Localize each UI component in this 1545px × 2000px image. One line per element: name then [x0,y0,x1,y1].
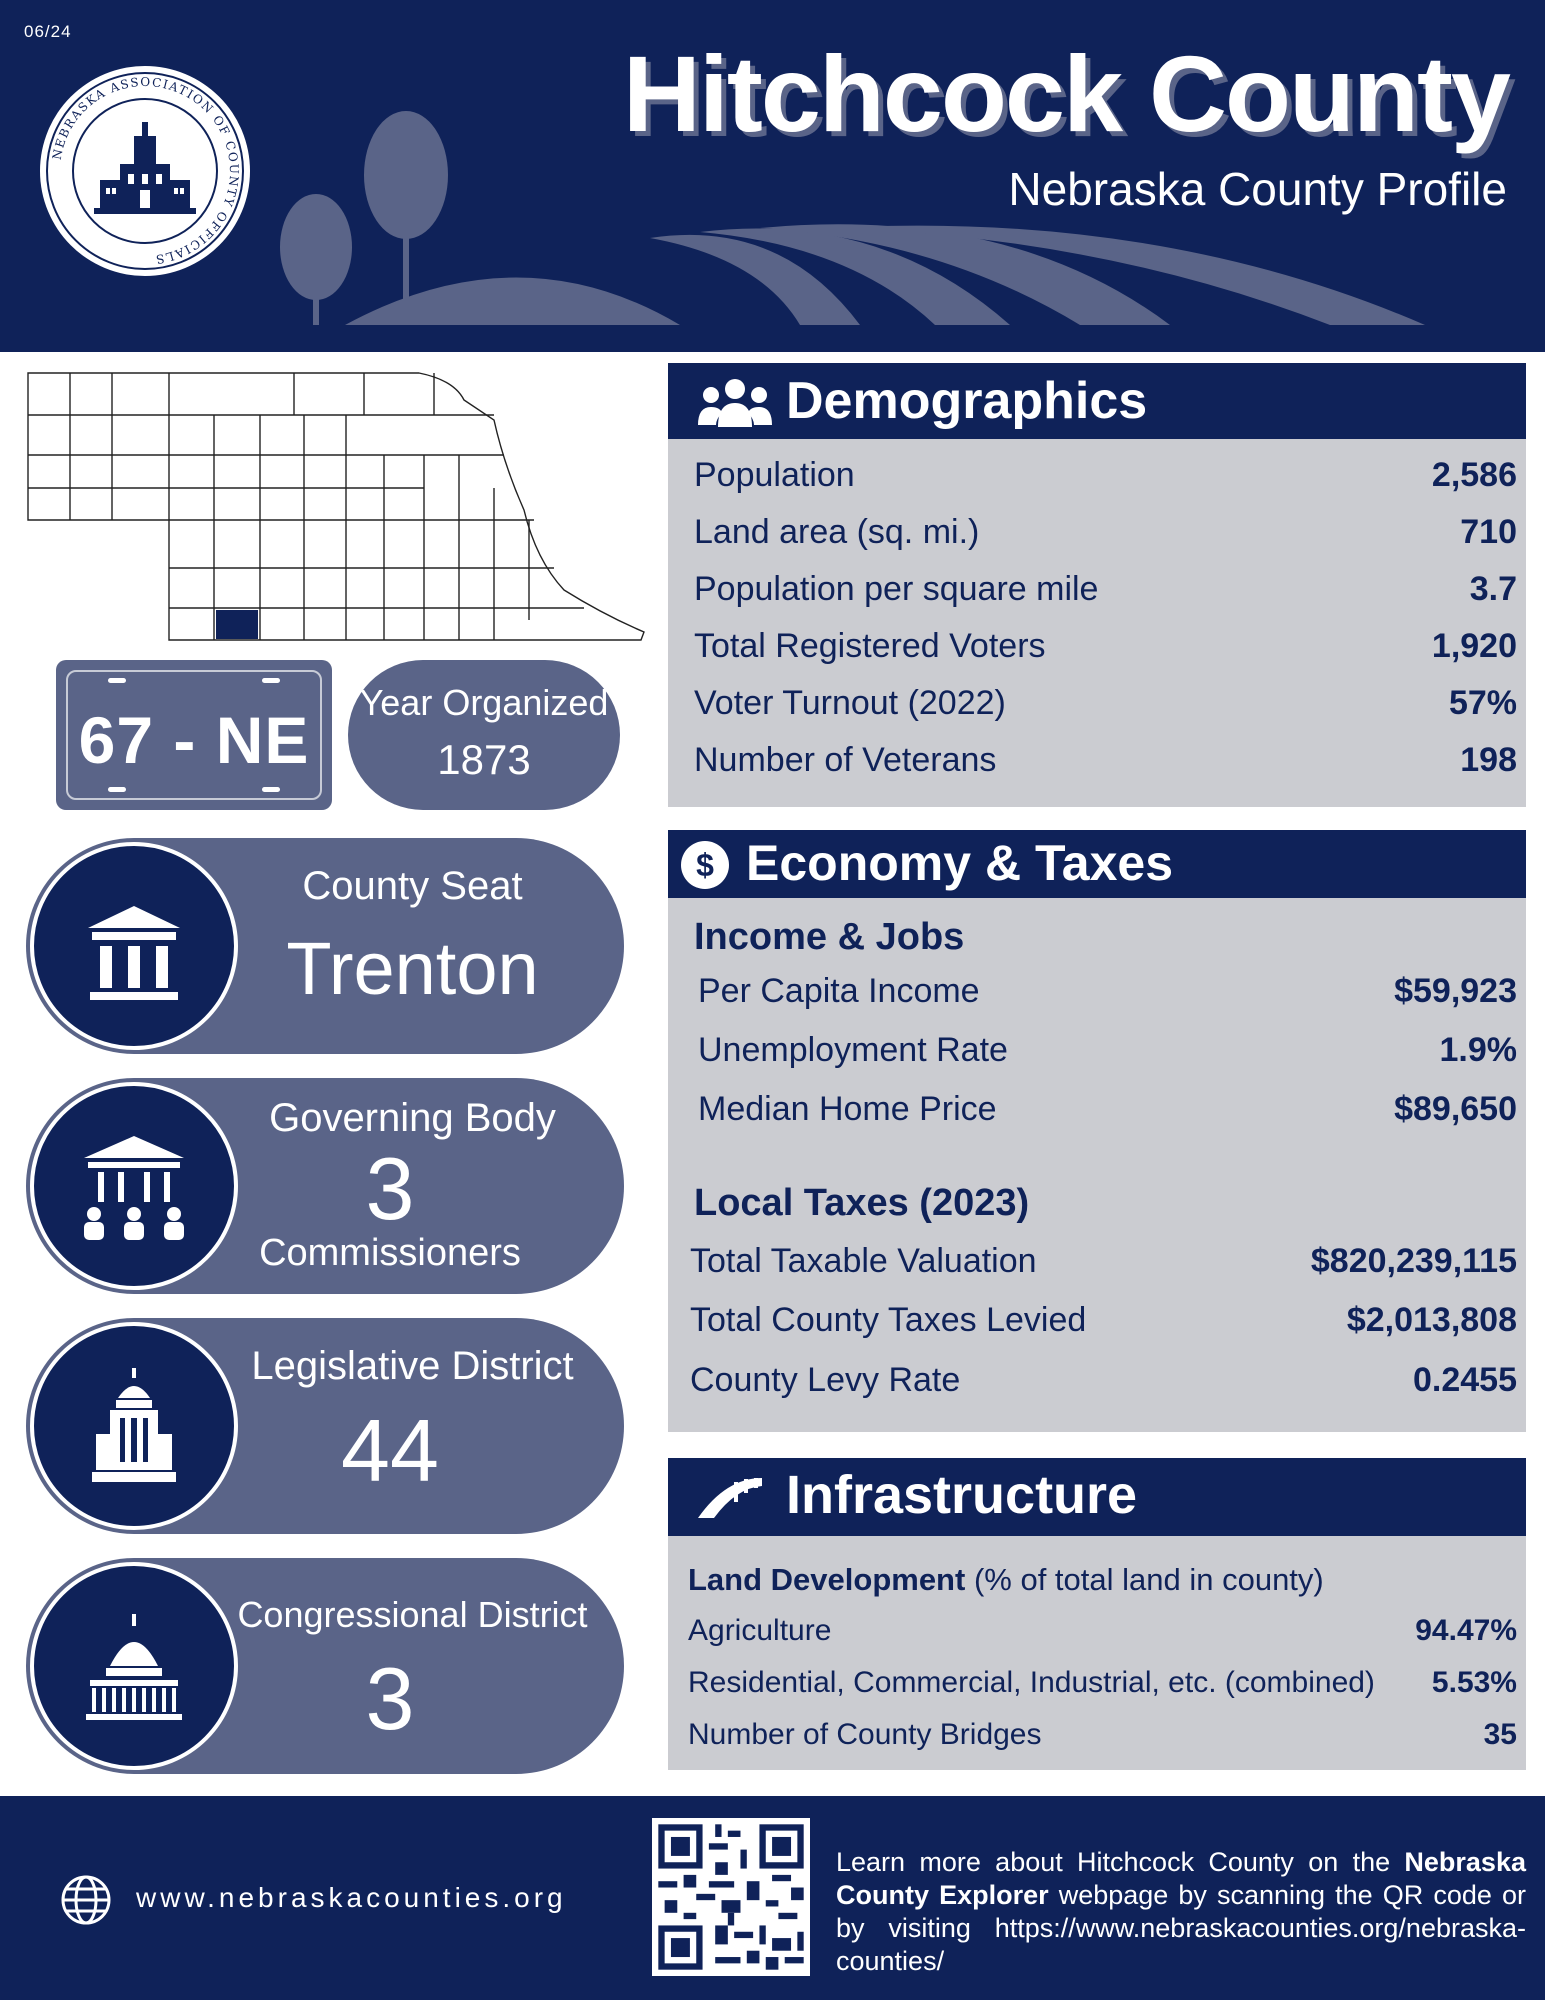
demo-row [694,513,1517,565]
demo-value: 57% [1448,684,1517,722]
county-seat-card [26,838,624,1054]
county-seat-value: Trenton [286,927,539,1010]
infra-value: 5.53% [1431,1666,1517,1699]
income-jobs-heading: Income & Jobs [694,916,965,958]
income-row [698,972,1517,1024]
demo-label: Number of Veterans [694,741,997,779]
year-organized-label: Year Organized [359,682,609,723]
infra-label: Residential, Commercial, Industrial, etc. (combined) [688,1666,1375,1699]
demo-row [694,741,1517,793]
county-seat-label: County Seat [302,864,523,908]
county-explorer-link[interactable]: Nebraska County Explorer [836,1847,1526,1910]
congressional-district-card [26,1558,624,1774]
land-development-title: Land Development [688,1562,966,1597]
tax-label: County Levy Rate [690,1361,961,1399]
legislative-district-card [26,1318,624,1534]
demo-value: 198 [1460,741,1517,779]
tax-row [690,1301,1517,1353]
tax-row [690,1361,1517,1413]
globe-icon [60,1874,112,1926]
demo-label: Voter Turnout (2022) [694,684,1006,722]
demo-label: Land area (sq. mi.) [694,513,980,551]
qr-code[interactable] [652,1818,810,1976]
governing-body-card [26,1078,624,1294]
local-taxes-heading: Local Taxes (2023) [694,1182,1030,1224]
tax-value: 0.2455 [1413,1361,1517,1399]
infrastructure-title: Infrastructure [786,1465,1138,1525]
people-icon [698,377,772,429]
economy-title: Economy & Taxes [746,835,1174,891]
license-plate-badge [56,660,332,810]
demographics-title: Demographics [786,372,1148,430]
nebraska-county-map [24,370,649,645]
governing-body-unit: Commissioners [259,1232,521,1274]
website-link[interactable]: www.nebraskacounties.org [136,1882,567,1913]
header [0,0,1545,352]
land-development-note: (% of total land in county) [973,1562,1324,1597]
demo-label: Population [694,456,855,494]
plate-number: 67 - NE [78,703,310,777]
income-value: 1.9% [1439,1031,1517,1069]
demo-row [694,684,1517,736]
learn-more-prefix: Learn more about Hitchcock County on the [836,1847,1405,1877]
svg-text:$: $ [696,847,714,883]
tax-label: Total Taxable Valuation [690,1242,1037,1280]
svg-text:NEBRASKA ASSOCIATION OF COUNTY: NEBRASKA ASSOCIATION OF COUNTY OFFICIALS [49,74,242,267]
congressional-district-value: 3 [365,1649,415,1748]
income-label: Median Home Price [698,1090,997,1128]
year-organized-value: 1873 [437,736,531,783]
tax-label: Total County Taxes Levied [690,1301,1087,1339]
bridge-icon [696,1474,766,1520]
income-value: $89,650 [1394,1090,1517,1128]
legislative-district-value: 44 [341,1401,439,1500]
tax-value: $820,239,115 [1310,1242,1517,1280]
hitchcock-county-highlight [216,610,258,639]
association-seal-logo [38,64,252,278]
demographics-header [668,363,1526,439]
income-row [698,1031,1517,1083]
page-subtitle: Nebraska County Profile [1008,163,1507,215]
demo-value: 710 [1460,513,1517,551]
governing-body-value: 3 [365,1139,415,1238]
demo-row [694,456,1517,508]
infra-row [688,1614,1517,1660]
legislative-district-label: Legislative District [251,1344,574,1388]
demo-value: 1,920 [1431,627,1517,665]
demo-value: 2,586 [1431,456,1517,494]
infrastructure-header [668,1458,1526,1536]
tax-row [690,1242,1517,1294]
learn-more-text [836,1846,1526,1978]
infra-row [688,1718,1517,1764]
infra-value: 35 [1483,1718,1517,1751]
dollar-icon [680,840,730,890]
demo-row [694,627,1517,679]
demo-value: 3.7 [1469,570,1517,608]
land-development-heading [688,1562,1324,1598]
courthouse-icon [30,842,238,1050]
income-value: $59,923 [1394,972,1517,1010]
governing-body-label: Governing Body [269,1096,556,1140]
congressional-district-label: Congressional District [237,1594,588,1635]
infra-row [688,1666,1517,1712]
tax-value: $2,013,808 [1346,1301,1517,1339]
infra-label: Number of County Bridges [688,1718,1042,1751]
date-label: 06/24 [24,22,72,41]
learn-more-suffix: webpage by scanning the QR code or by visiting https://www.nebraskacounties.org/nebraska-counties/ [836,1880,1527,1976]
year-organized-badge [348,660,620,810]
economy-header [668,830,1526,898]
demo-label: Population per square mile [694,570,1099,608]
demo-row [694,570,1517,622]
demo-label: Total Registered Voters [694,627,1046,665]
income-row [698,1090,1517,1142]
infra-value: 94.47% [1415,1614,1517,1647]
income-label: Per Capita Income [698,972,980,1010]
footer [0,1796,1545,2000]
income-label: Unemployment Rate [698,1031,1008,1069]
infra-label: Agriculture [688,1614,832,1647]
page-title: Hitchcock County [622,33,1509,154]
